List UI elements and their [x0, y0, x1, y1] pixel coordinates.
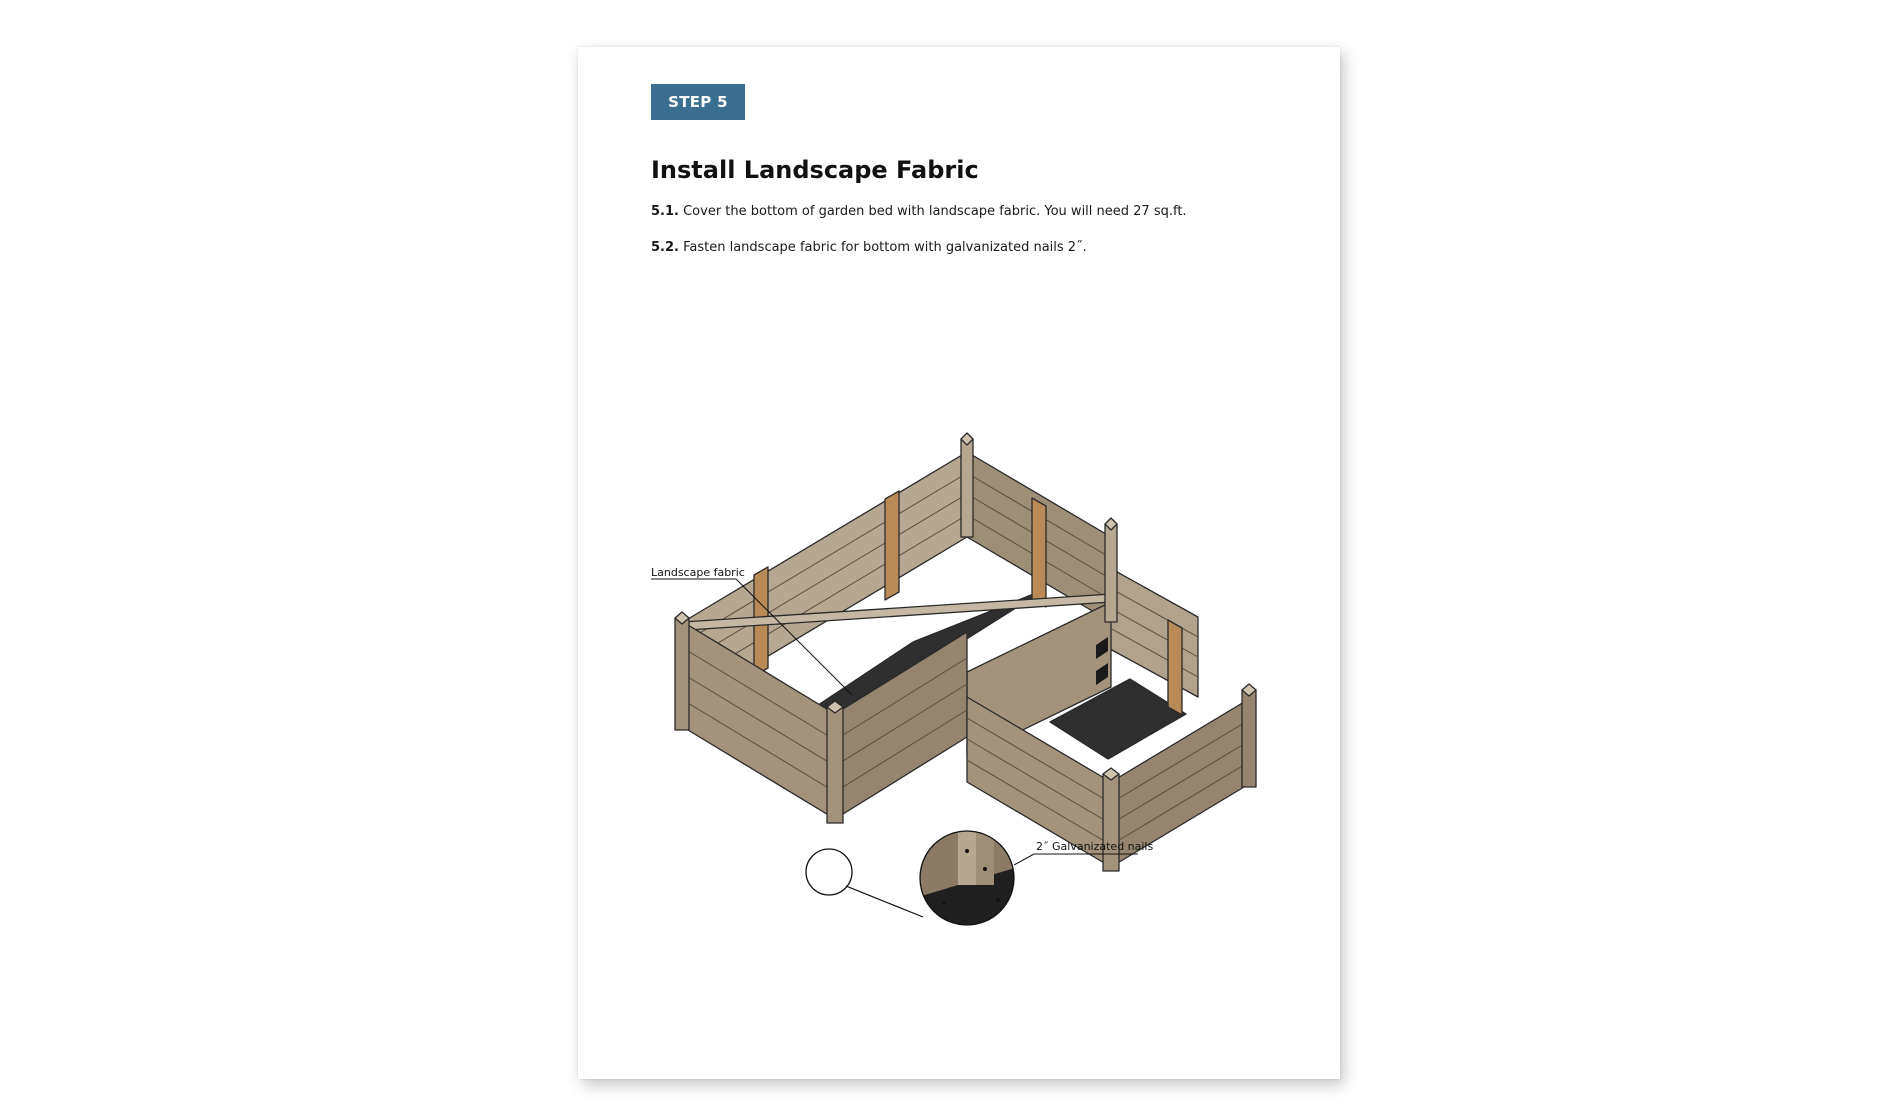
zoom-detail-circle	[918, 829, 1018, 929]
instruction-page	[578, 47, 1340, 1079]
step-badge: STEP 5	[651, 84, 745, 120]
instruction-text: Cover the bottom of garden bed with landscape fabric. You will need 27 sq.ft.	[683, 204, 1187, 219]
nails-callout	[806, 829, 1153, 929]
fabric-callout-label: Landscape fabric	[651, 566, 745, 579]
zoom-source-circle	[806, 849, 852, 895]
page-title: Install Landscape Fabric	[651, 156, 979, 184]
nails-callout-label: 2˝ Galvanizated nails	[1036, 840, 1154, 853]
instruction-number: 5.2.	[651, 240, 679, 255]
instruction-text: Fasten landscape fabric for bottom with galvanizated nails 2˝.	[683, 240, 1087, 255]
instruction-number: 5.1.	[651, 204, 679, 219]
garden-bed-diagram	[578, 47, 1340, 1079]
l-shaped-garden-bed	[675, 433, 1256, 871]
